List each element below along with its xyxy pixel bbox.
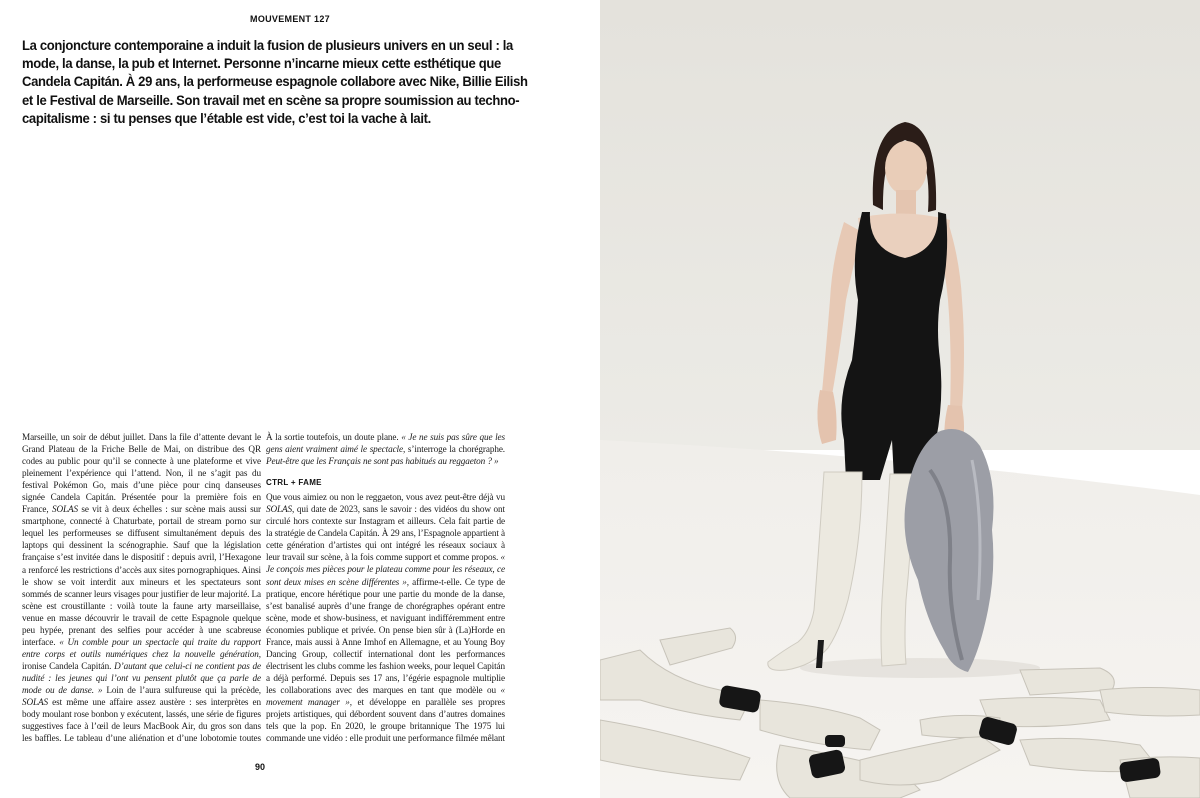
floor-boot xyxy=(1100,688,1200,717)
column-2-intro: À la sortie toutefois, un doute plane. « Je ne suis pas sûre que les gens aient vraiment aimé le spectacle, s’interroge la chorégraphe. Peut-être que les Français ne sont pas habitués au reggaeton ? » xyxy=(266,432,505,467)
subhead-ctrl-fame: CTRL + FAME xyxy=(266,478,322,488)
column-2-text: Que vous aimiez ou non le reggaeton, vous avez peut-être déjà vu SOLAS, qui date de 2023, sans le savoir : des vidéos du show ont circulé hors contexte sur Instagram et ailleurs. Cela fait partie de la stratégie de Candela Capitán. À 29 ans, l’Espagnole appartient à cette génération d’artistes qui ont intégré les réseaux sociaux à leur travail sur scène, à la fois comme support et comme propos. « Je conçois mes pièces pour le plateau comme pour les réseaux, ce sont deux mises en scène différentes », affirme-t-elle. Ce type de pratique, encore hérétique pour une partie du monde de la danse, s’est banalisé auprès d’une frange de chorégraphes opérant entre scène, mode et show-business, et naviguant indifféremment entre économies publique et privée. On pense bien sûr à (La)Horde en France, mais aussi à Anne Imhof en Allemagne, et au Young Boy Dancing Group, collectif international dont les performances électrisent les clubs comme les fashion weeks, pour lequel Capitán a déjà performé. Depuis ses 17 ans, l’égérie espagnole multiplie les collaborations avec des marques en tant que modèle ou « movement manager », et développe en parallèle ses propres projets artistiques, qui débordent souvent dans d’autres domaines tels que la pop. En 2020, le groupe britannique The 1975 lui commande une vidéo : elle produit une performance filmée mêlant xyxy=(266,492,505,743)
page-number: 90 xyxy=(254,762,265,772)
body-column-1 xyxy=(22,431,261,743)
shadow xyxy=(800,658,1040,678)
section-header: MOUVEMENT 127 xyxy=(250,14,330,24)
left-hand xyxy=(817,390,836,444)
lede-paragraph: La conjoncture contemporaine a induit la fusion de plusieurs univers en un seul : la mode, la danse, la pub et Internet. Personne n’incarne mieux cette esthétique que Candela Capitán. À 29 ans, la performeuse espagnole collabore avec Nike, Billie Eilish et le Festival de Marseille. Son travail met en scène sa propre soumission au techno-capitalisme : si tu penses que l’étable est vide, c’est toi la vache à lait. xyxy=(22,38,528,126)
performer-photo xyxy=(600,0,1200,798)
face xyxy=(885,141,927,195)
photo-page xyxy=(600,0,1200,798)
body-column-2 xyxy=(266,431,505,743)
column-1-text: Marseille, un soir de début juillet. Dans la file d’attente devant le Grand Plateau de la Friche Belle de Mai, on distribue des QR codes au public pour qu’il se connecte à une plateforme et vive pleinement l’expérience qui l’attend. Non, il ne s’agit pas du festival Pokémon Go, mais d’une pièce pour cinq danseuses signée Candela Capitán. Présentée pour la première fois en France, SOLAS se vit à deux échelles : sur scène mais aussi sur smartphone, connecté à Chaturbate, portail de stream porno sur lequel les performeuses se diffusent simultanément depuis des laptops qui dessinent la scénographie. Sauf que la législation française s’est invitée dans le dispositif : depuis avril, l’Hexagone a renforcé les restrictions d’accès aux sites pornographiques. Ainsi le show se voit interdit aux mineurs et les spectateurs sont sommés de scanner leurs visages pour justifier de leur majorité. La scène est croustillante : voilà toute la faune arty marseillaise, venue en masse découvrir le travail de cette Espagnole quelque peu hypée, prenant des selfies pour accéder à une scabreuse interface. « Un comble pour un spectacle qui traite du rapport entre corps et outils numériques chez la nouvelle génération, ironise Candela Capitán. D’autant que celui-ci ne contient pas de nudité : les jeunes qui l’ont vu pensent plutôt que ça parle de mode ou de danse. » Loin de l’aura sulfureuse qui la précède, SOLAS est même une affaire assez austère : ses interprètes en body moulant rose bonbon y exécutent, lassés, une série de figures suggestives face à l’œil de leurs MacBook Air, du gros son dans les baffles. Le tableau d’une aliénation et d’une lobotomie toutes xyxy=(22,432,261,743)
